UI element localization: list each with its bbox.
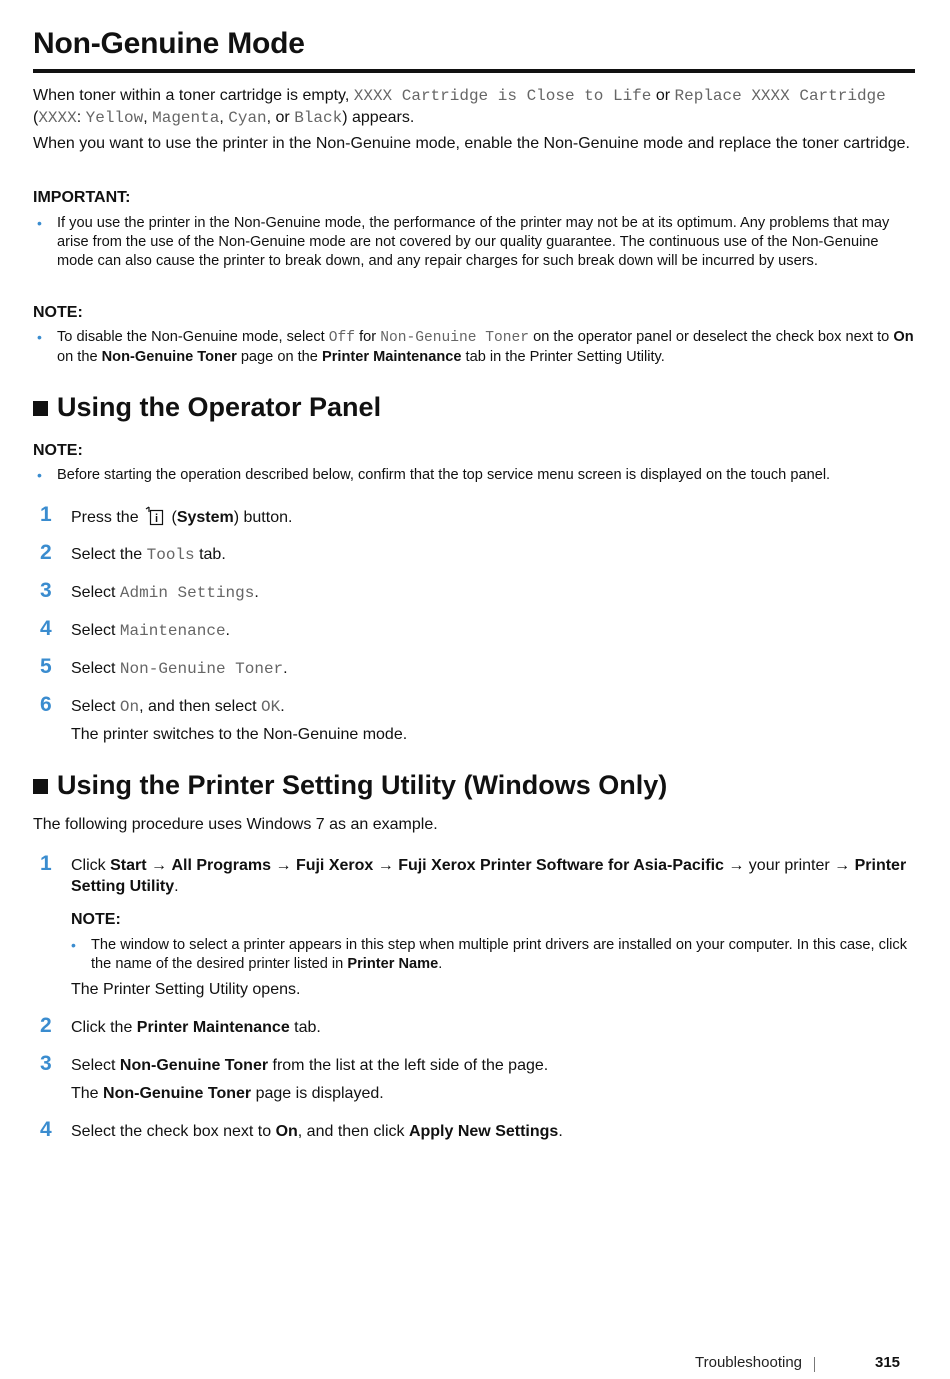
footer-page-number: 315 [875,1354,901,1371]
square-bullet-icon [33,401,48,416]
step-text: Click Start → All Programs → Fuji Xerox → Fuji Xerox Printer Software for Asia-Pacific → your printer → Printer Setting Utility. [71,857,907,895]
note-bullet: • To disable the Non-Genuine mode, select Off for Non-Genuine Toner on the operator panel or deselect the check box next to On on the Non-Genuine Toner page on the Printer Maintenance tab in the Printer Setting Utility. [37,329,914,365]
step-text: Select Non-Genuine Toner from the list at the left side of the page. [71,1057,549,1074]
step-number: 5 [40,655,52,678]
arrow-icon: → [723,857,749,874]
step-text: Click the Printer Maintenance tab. [71,1019,321,1036]
step-text: Select the Tools tab. [71,546,226,564]
step-number: 4 [40,1118,52,1141]
footer-section-label: Troubleshooting [695,1354,803,1371]
bullet-dot-icon: • [37,467,42,483]
step-number: 3 [40,579,52,602]
step-text: Select Non-Genuine Toner. [71,660,288,678]
step-text: Select On, and then select OK. [71,698,285,716]
note-bullet: • Before starting the operation described below, confirm that the top service menu screen is displayed on the touch panel. [37,467,831,483]
step-number: 1 [40,503,52,526]
note-bullet: • The window to select a printer appears in this step when multiple print drivers are installed on your computer. In this case, click the name of the desired printer listed in Printer Name. [71,937,908,972]
arrow-icon: → [829,857,855,874]
step-number: 4 [40,617,52,640]
step-number: 6 [40,693,52,716]
bullet-dot-icon: • [71,937,76,953]
bullet-dot-icon: • [37,329,42,345]
important-label: IMPORTANT: [33,189,131,206]
step-number: 2 [40,541,52,564]
title-rule [33,69,915,73]
step-number: 1 [40,852,52,875]
arrow-icon: → [146,857,172,874]
section-heading-operator-panel: Using the Operator Panel [33,392,381,423]
section-heading-printer-setting-utility: Using the Printer Setting Utility (Windows Only) [33,770,667,801]
section-intro: The following procedure uses Windows 7 as an example. [33,816,438,833]
intro-paragraph-1: When toner within a toner cartridge is empty, XXXX Cartridge is Close to Life or Replace XXXX Cartridge (XXXX: Yellow, Magenta, Cyan, or Black) appears. [33,87,886,127]
note-label: NOTE: [33,442,83,459]
arrow-icon: → [373,857,399,874]
step-result: The Non-Genuine Toner page is displayed. [71,1085,384,1102]
arrow-icon: → [271,857,296,874]
step-result: The Printer Setting Utility opens. [71,981,301,998]
step-text: Press the (System) button. [71,506,913,532]
step-text: Select Admin Settings. [71,584,259,602]
step-number: 3 [40,1052,52,1075]
footer-separator [814,1357,815,1372]
intro-paragraph-2: When you want to use the printer in the Non-Genuine mode, enable the Non-Genuine mode and replace the toner cartridge. [33,135,910,152]
bullet-dot-icon: • [37,215,42,231]
step-number: 2 [40,1014,52,1037]
important-bullet: • If you use the printer in the Non-Genuine mode, the performance of the printer may not be at its optimum. Any problems that may arise from the use of the Non-Genuine mode are not covered by our quality guarantee. The continuous use of the Non-Genuine mode can also cause the printer to break down, and any repair charges for such break down will be incurred by users. [37,215,890,269]
note-label: NOTE: [71,911,121,928]
system-button-icon [145,506,165,532]
step-result: The printer switches to the Non-Genuine mode. [71,726,408,743]
note-label: NOTE: [33,304,83,321]
step-text: Select the check box next to On, and then click Apply New Settings. [71,1123,563,1140]
square-bullet-icon [33,779,48,794]
page-title: Non-Genuine Mode [33,27,305,60]
step-text: Select Maintenance. [71,622,230,640]
